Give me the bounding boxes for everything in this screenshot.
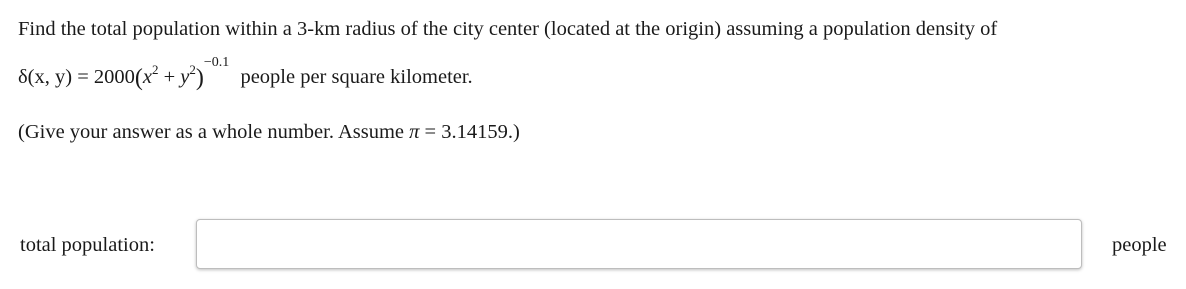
var-y: y (180, 65, 190, 88)
exponent-2-x: 2 (151, 61, 159, 77)
question-line-1: Find the total population within a 3-km radius of the city center (located at the origin) assuming a population density of (18, 18, 998, 40)
close-paren: ) (195, 64, 204, 91)
instruction-text (18, 117, 1168, 149)
var-x: x (142, 65, 152, 88)
answer-label: total population: (20, 234, 155, 256)
density-formula-line (18, 52, 1168, 97)
plus-sign: + (158, 65, 181, 88)
exponent-2-y: 2 (189, 61, 196, 77)
outer-exponent: −0.1 (203, 54, 230, 70)
pi-symbol: π (409, 120, 420, 143)
question-text (18, 14, 1168, 149)
instruction-prefix: (Give your answer as a whole number. Assume (18, 120, 410, 143)
answer-row (18, 219, 1178, 271)
density-formula (18, 54, 230, 91)
density-units: people per square kilometer. (240, 65, 473, 88)
total-population-input[interactable] (196, 219, 1082, 269)
density-function: δ(x, y) = 2000 (18, 65, 135, 88)
open-paren: ( (134, 64, 143, 91)
answer-unit: people (1112, 234, 1167, 256)
instruction-suffix: = 3.14159.) (419, 120, 520, 143)
